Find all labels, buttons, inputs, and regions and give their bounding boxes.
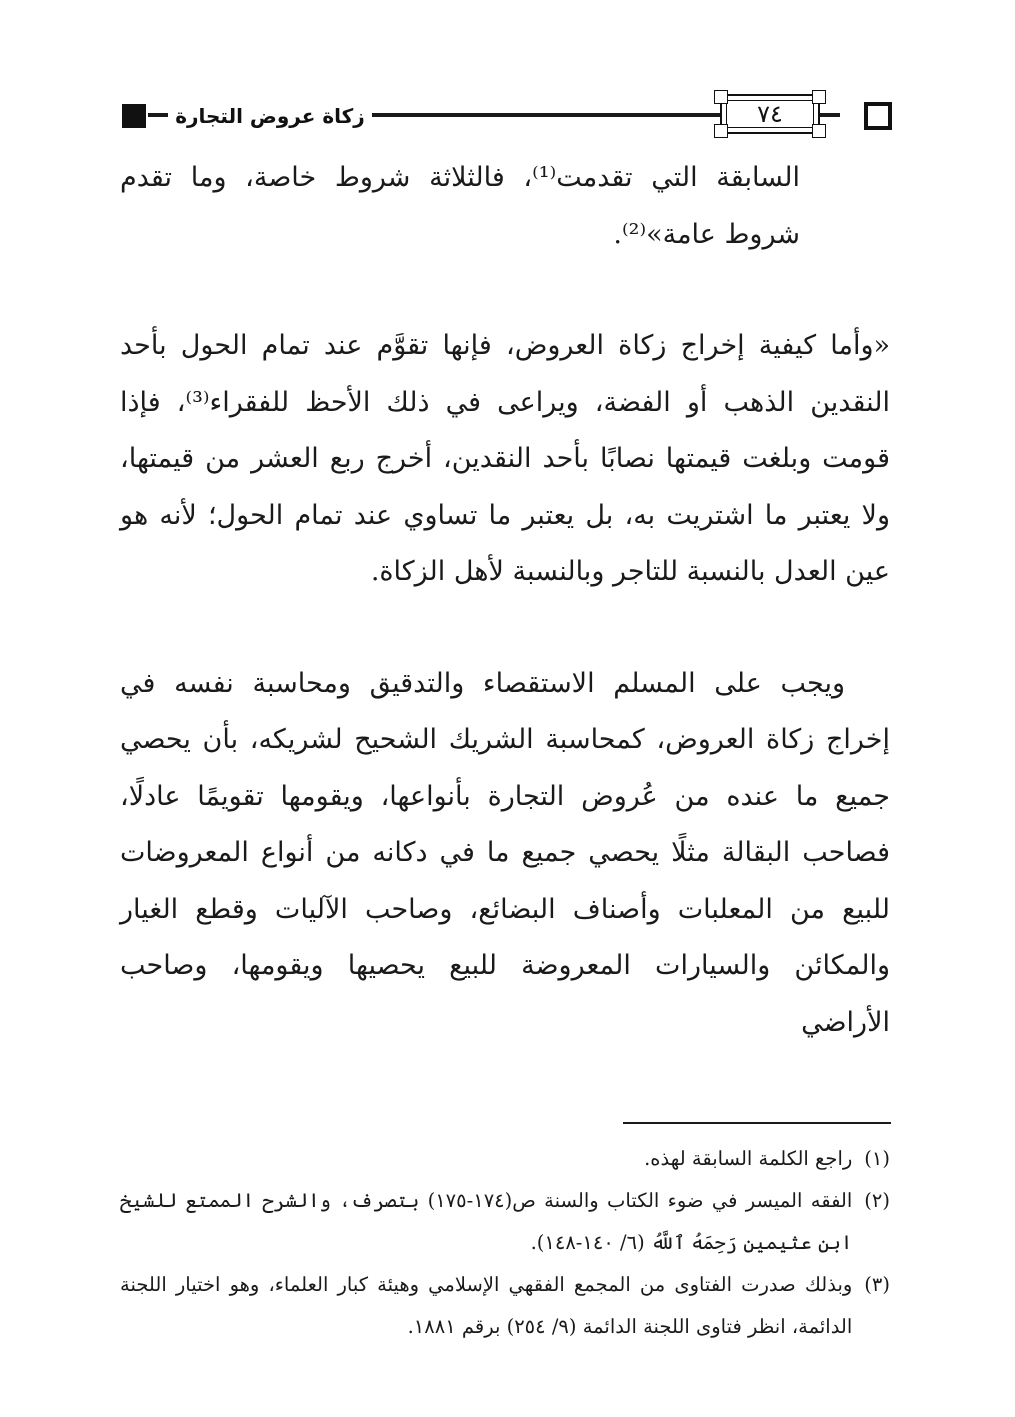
footnote-number: (٢) [864,1189,890,1212]
footnote-separator [623,1122,891,1124]
footnotes [120,1138,890,1348]
footnote [120,1138,890,1180]
header-left-ornament [122,104,146,128]
frame-corner-ornament [714,124,728,138]
main-text [120,150,890,1051]
page-header [122,94,892,138]
footnote-text: الفقه الميسر في ضوء الكتاب والسنة ص(١٧٤-١٧٥) بتصرف، والشرح الممتع للشيخ ابن عثيمين رَحِمَهُ ٱللَّهُ (٦/ ١٤٠-١٤٨). [120,1189,853,1254]
running-title-box [168,96,372,136]
header-right-ornament [864,102,892,130]
footnote [120,1264,890,1348]
page-number-frame [720,94,820,134]
paragraph: «وأما كيفية إخراج زكاة العروض، فإنها تقوَّم عند تمام الحول بأحد النقدين الذهب أو الفضة، ويراعى في ذلك الأحظ للفقراء⁽³⁾، فإذا قومت وبلغت قيمتها نصابًا بأحد النقدين، أخرج ربع العشر من قيمتها، ولا يعتبر ما اشتريت به، بل يعتبر ما تساوي عند تمام الحول؛ لأنه هو عين العدل بالنسبة للتاجر وبالنسبة لأهل الزكاة. [120,330,890,587]
paragraph: السابقة التي تقدمت⁽¹⁾، فالثلاثة شروط خاصة، وما تقدم شروط عامة»⁽²⁾. [120,162,800,250]
footnote-text: وبذلك صدرت الفتاوى من المجمع الفقهي الإسلامي وهيئة كبار العلماء، وهو اختيار اللجنة الدائمة، انظر فتاوى اللجنة الدائمة (٩/ ٢٥٤) برقم ١٨٨١. [120,1273,853,1338]
footnote-number: (٣) [864,1273,890,1296]
frame-corner-ornament [812,90,826,104]
frame-corner-ornament [812,124,826,138]
page-number: ٧٤ [757,100,783,128]
frame-corner-ornament [714,90,728,104]
running-title: زكاة عروض التجارة [175,104,365,128]
header-rule [148,113,168,117]
paragraph: ويجب على المسلم الاستقصاء والتدقيق ومحاسبة نفسه في إخراج زكاة العروض، كمحاسبة الشريك الشحيح لشريكه، بأن يحصي جميع ما عنده من عُروض التجارة بأنواعها، ويقومها تقويمًا عادلًا، فصاحب البقالة مثلًا يحصي جميع ما في دكانه من أنواع المعروضات للبيع من المعلبات وأصناف البضائع، وصاحب الآليات وقطع الغيار والمكائن والسيارات المعروضة للبيع يحصيها ويقومها، وصاحب الأراضي [120,667,890,1038]
footnote-text: راجع الكلمة السابقة لهذه. [644,1147,853,1170]
footnote [120,1180,890,1264]
footnote-number: (١) [864,1147,890,1170]
